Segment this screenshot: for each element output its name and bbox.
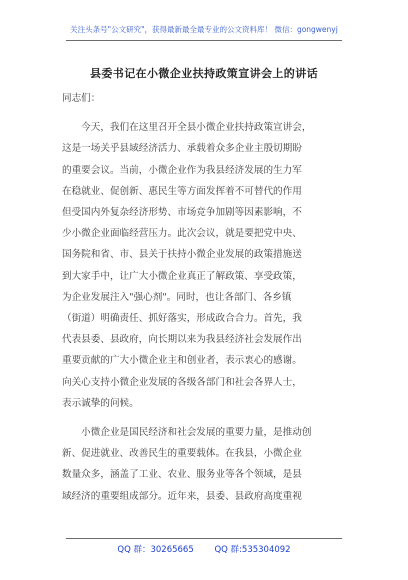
document-body bbox=[62, 88, 362, 507]
text-line: 少小微企业面临经营压力。此次会议，就是要把党中央、 bbox=[62, 228, 302, 240]
text-line: 到大家手中，让广大小微企业真正了解政策、享受政策， bbox=[62, 270, 302, 282]
paragraph-gap bbox=[62, 109, 362, 117]
page-header-text: 关注头条号"公文研究"，获得最新最全最专业的公文资料库！ 微信：gongwenyj bbox=[70, 25, 338, 34]
text-line: 为企业发展注入"强心剂"。同时，也让各部门、各乡镇 bbox=[62, 291, 292, 303]
text-line: 小微企业是国民经济和社会发展的重要力量，是推动创 bbox=[62, 427, 312, 439]
salutation: 同志们： bbox=[62, 93, 101, 104]
footer-qq-group-1: QQ 群：30265665 bbox=[117, 545, 194, 555]
document-title: 县委书记在小微企业扶持政策宣讲会上的讲话 bbox=[90, 67, 318, 80]
paragraph-1 bbox=[62, 117, 362, 414]
text-line: 今天，我们在这里召开全县小微企业扶持政策宣讲会， bbox=[62, 122, 312, 134]
paragraph-2 bbox=[62, 422, 362, 507]
footer-qq-group-2: QQ 群:535304092 bbox=[214, 545, 291, 555]
paragraph-gap bbox=[62, 414, 362, 422]
text-line: 数量众多，涵盖了工业、农业、服务业等各个领域，是县 bbox=[62, 469, 302, 481]
text-line: 国务院和省、市、县关于扶持小微企业发展的政策措施送 bbox=[62, 249, 302, 261]
text-line: 在稳就业、促创新、惠民生等方面发挥着不可替代的作用 bbox=[62, 185, 302, 197]
text-line: 但受国内外复杂经济形势、市场竞争加剧等因素影响，不 bbox=[62, 207, 302, 219]
text-line: （街道）明确责任、抓好落实，形成政合合力。首先，我 bbox=[62, 313, 302, 325]
text-line: 这是一场关乎县域经济活力、承载着众多企业主殷切期盼 bbox=[62, 143, 302, 155]
page-footer bbox=[0, 543, 408, 555]
text-line: 表示诚挚的问候。 bbox=[62, 397, 139, 409]
header-divider bbox=[66, 40, 342, 41]
text-line: 代表县委、县政府，向长期以来为我县经济社会发展作出 bbox=[62, 334, 302, 346]
text-line: 新、促进就业、改善民生的重要载体。在我县，小微企业 bbox=[62, 448, 302, 460]
text-line: 域经济的重要组成部分。近年来，县委、县政府高度重视 bbox=[62, 490, 302, 502]
footer-divider bbox=[66, 538, 342, 539]
text-line: 的重要会议。当前，小微企业作为我县经济发展的生力军 bbox=[62, 164, 302, 176]
text-line: 重要贡献的广大小微企业主和创业者，表示衷心的感谢。 bbox=[62, 355, 302, 367]
text-line: 向关心支持小微企业发展的各级各部门和社会各界人士， bbox=[62, 376, 302, 388]
